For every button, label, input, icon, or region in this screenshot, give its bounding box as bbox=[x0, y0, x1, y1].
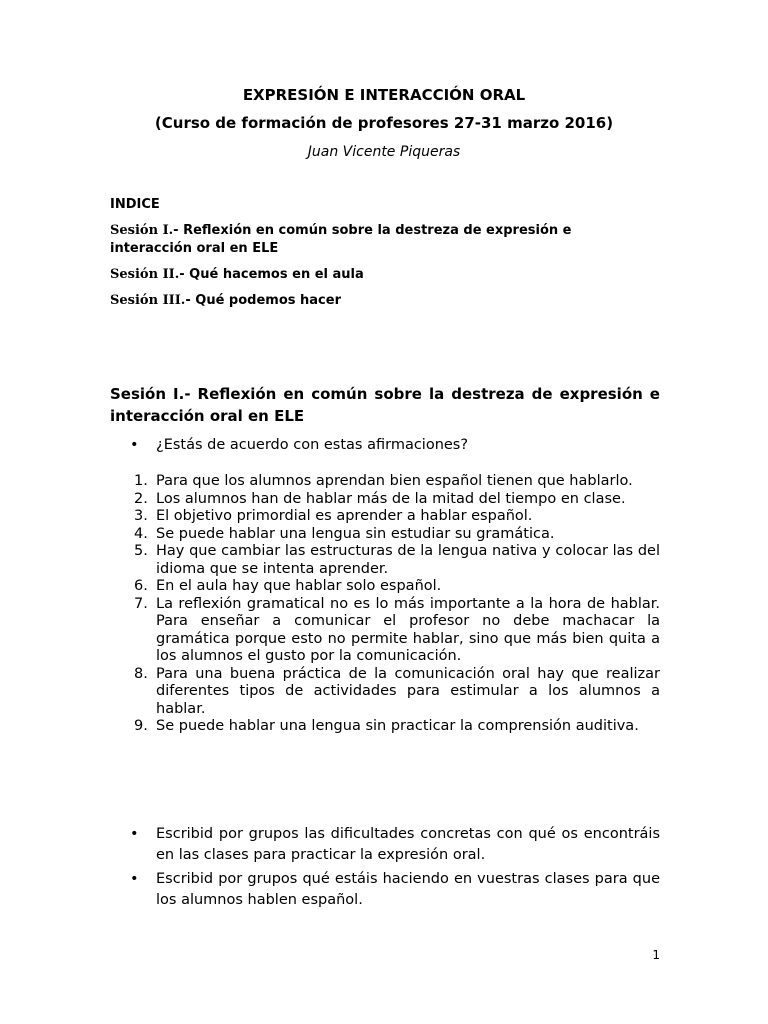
section-heading: Sesión I.- Reflexión en común sobre la destreza de expresión e interacción oral en ELE bbox=[110, 385, 660, 425]
list-item bbox=[110, 526, 660, 544]
task-text: Escribid por grupos qué estáis haciendo en vuestras clases para que los alumnos hablen español. bbox=[156, 871, 660, 908]
index-entry-text: - Reflexión en común sobre la destreza de expresión e interacción oral en ELE bbox=[110, 223, 572, 256]
list-item bbox=[110, 666, 660, 719]
statement-text: Los alumnos han de hablar más de la mitad del tiempo en clase. bbox=[156, 490, 626, 507]
list-item bbox=[110, 436, 660, 454]
statement-text: La reflexión gramatical no es lo más importante a la hora de hablar. Para enseñar a comunicar el profesor no debe machacar la gramática porque esto no permite hablar, sino que más bien quita a los alumnos el gusto por la comunicación. bbox=[156, 595, 660, 664]
bullet-icon: • bbox=[130, 826, 139, 842]
index-entry-label: Sesión II. bbox=[110, 267, 180, 282]
list-number: 9. bbox=[134, 718, 148, 734]
list-item bbox=[110, 543, 660, 578]
document-subtitle: (Curso de formación de profesores 27-31 marzo 2016) bbox=[154, 114, 614, 132]
page-number: 1 bbox=[652, 948, 660, 962]
list-item bbox=[110, 578, 660, 596]
list-number: 2. bbox=[134, 490, 148, 507]
index-section bbox=[110, 196, 630, 318]
index-entry-session-1 bbox=[110, 222, 630, 258]
task-text: Escribid por grupos las dificultades concretas con qué os encontráis en las clases para practicar la expresión oral. bbox=[156, 826, 660, 863]
statement-text: Hay que cambiar las estructuras de la lengua nativa y colocar las del idioma que se intenta aprender. bbox=[156, 543, 660, 577]
index-heading: INDICE bbox=[110, 197, 160, 212]
index-entry-label: Sesión I. bbox=[110, 223, 174, 238]
document-author: Juan Vicente Piqueras bbox=[307, 144, 461, 160]
list-item bbox=[110, 473, 660, 491]
index-entry-text: - Qué podemos hacer bbox=[185, 293, 341, 308]
intro-bullet-list bbox=[110, 436, 660, 457]
list-number: 3. bbox=[134, 508, 148, 524]
index-entry-session-2 bbox=[110, 266, 630, 284]
tasks-bullet-list bbox=[110, 824, 660, 914]
index-entry-label: Sesión III. bbox=[110, 293, 186, 308]
statement-text: Para que los alumnos aprendan bien español tienen que hablarlo. bbox=[156, 473, 633, 489]
list-item bbox=[110, 596, 660, 666]
list-number: 8. bbox=[134, 665, 148, 682]
list-number: 4. bbox=[134, 525, 148, 542]
statement-text: Para una buena práctica de la comunicación oral hay que realizar diferentes tipos de actividades para estimular a los alumnos a hablar. bbox=[156, 665, 660, 717]
list-item bbox=[110, 508, 660, 526]
list-number: 6. bbox=[134, 578, 148, 594]
index-entry-session-3 bbox=[110, 292, 630, 310]
statement-text: En el aula hay que hablar solo español. bbox=[156, 578, 442, 594]
bullet-icon: • bbox=[130, 871, 139, 887]
list-item bbox=[110, 718, 660, 736]
document-title: EXPRESIÓN E INTERACCIÓN ORAL bbox=[242, 86, 526, 104]
list-item bbox=[110, 824, 660, 866]
list-item bbox=[110, 491, 660, 509]
list-number: 7. bbox=[134, 595, 148, 612]
index-entry-text: - Qué hacemos en el aula bbox=[179, 267, 364, 282]
bullet-icon: • bbox=[130, 437, 139, 453]
bullet-text: ¿Estás de acuerdo con estas afirmaciones? bbox=[156, 437, 469, 453]
statements-list bbox=[110, 473, 660, 736]
statement-text: Se puede hablar una lengua sin practicar la comprensión auditiva. bbox=[156, 718, 639, 734]
list-number: 1. bbox=[134, 473, 148, 489]
list-number: 5. bbox=[134, 543, 148, 559]
statement-text: El objetivo primordial es aprender a hablar español. bbox=[156, 508, 533, 524]
list-item bbox=[110, 869, 660, 911]
statement-text: Se puede hablar una lengua sin estudiar su gramática. bbox=[156, 525, 555, 542]
